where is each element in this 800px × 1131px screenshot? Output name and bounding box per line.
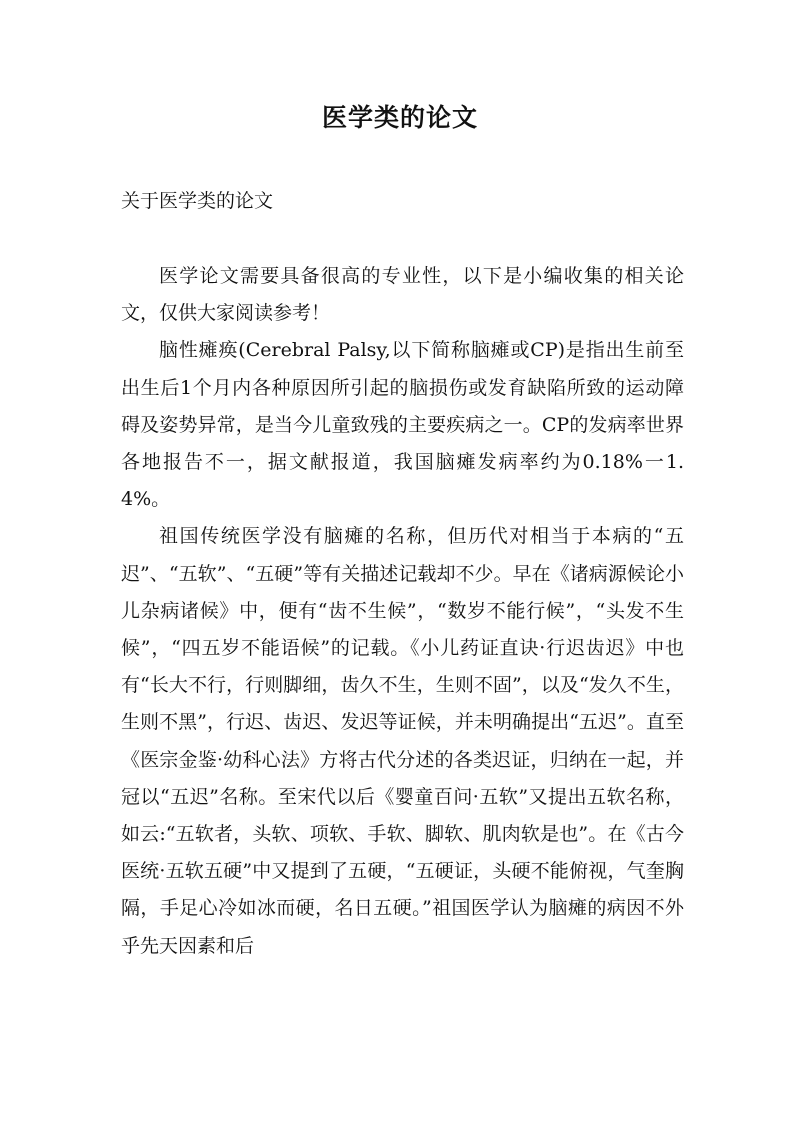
- document-subtitle: 关于医学类的论文: [121, 190, 274, 212]
- paragraph-definition: 脑性瘫痪(Cerebral Palsy,以下简称脑瘫或CP)是指出生前至出生后1个月内各种原因所引起的脑损伤或发育缺陷所致的运动障碍及姿势异常，是当今儿童致残的主要疾病之一。CP的发病率世界各地报告不一，据文献报道，我国脑瘫发病率约为0.18%一1.4%。: [121, 339, 684, 511]
- paragraph-intro: 医学论文需要具备很高的专业性，以下是小编收集的相关论文，仅供大家阅读参考！: [121, 265, 684, 325]
- document-body: [121, 258, 684, 965]
- page-title: 医学类的论文: [321, 103, 478, 132]
- paragraph-history: 祖国传统医学没有脑瘫的名称，但历代对相当于本病的“五迟”、“五软”、“五硬”等有关描述记载却不少。早在《诸病源候论小儿杂病诸候》中，便有“齿不生候”，“数岁不能行候”，“头发不生候”，“四五岁不能语候”的记载。《小儿药证直诀·行迟齿迟》中也有“长大不行，行则脚细，齿久不生，生则不固”，以及“发久不生，生则不黑”，行迟、齿迟、发迟等证候，并未明确提出“五迟”。直至《医宗金鉴·幼科心法》方将古代分述的各类迟证，归纳在一起，并冠以“五迟”名称。至宋代以后《婴童百问·五软”又提出五软名称，如云:“五软者，头软、项软、手软、脚软、肌肉软是也”。在《古今医统·五软五硬”中又提到了五硬，“五硬证，头硬不能俯视，气奎胸隔，手足心冷如冰而硬，名日五硬。”祖国医学认为脑瘫的病因不外乎先天因素和后: [121, 525, 684, 957]
